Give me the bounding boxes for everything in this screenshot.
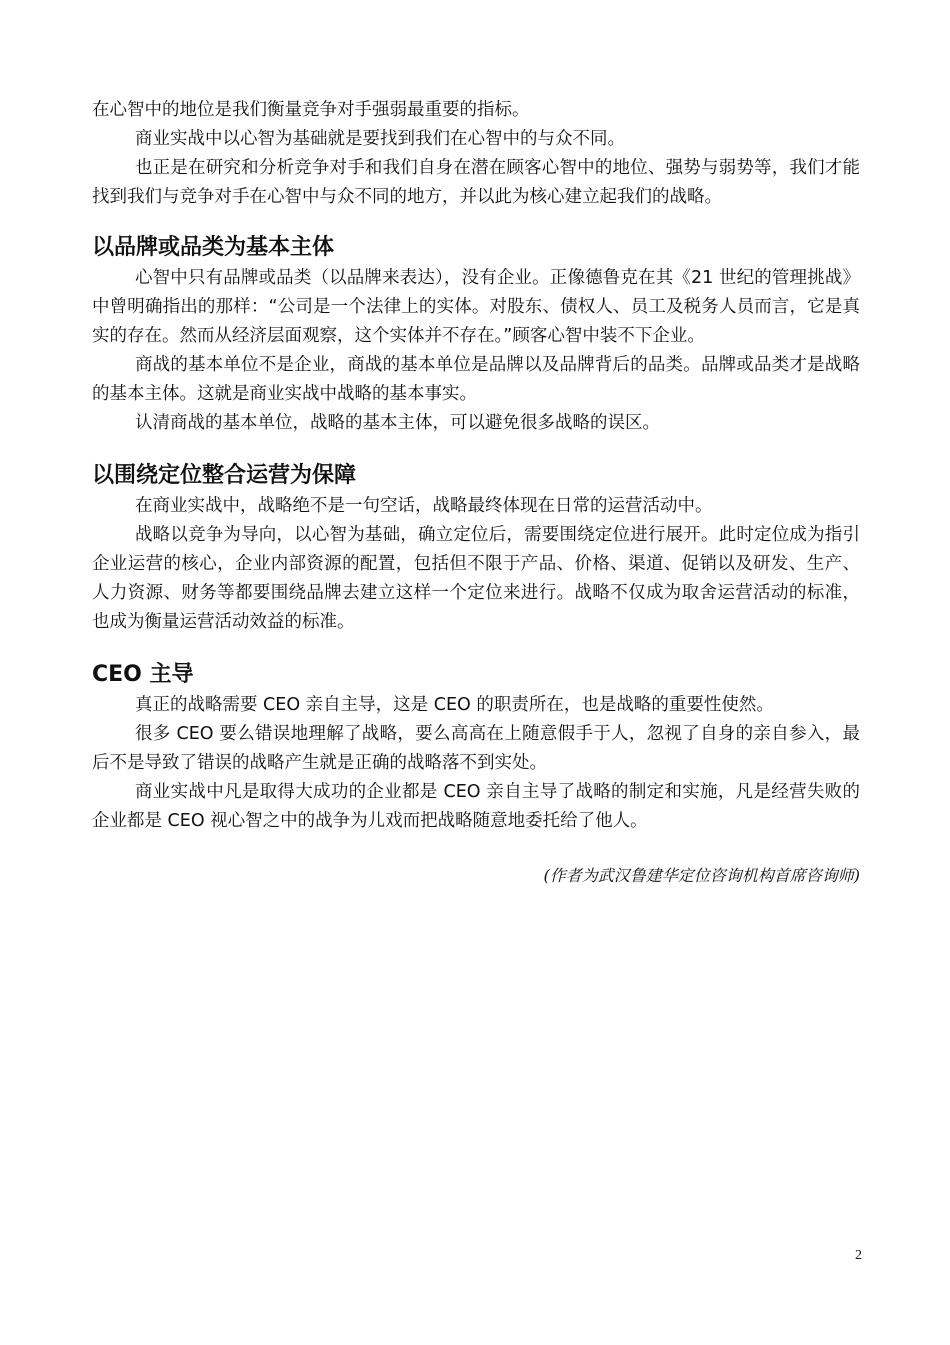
section3-paragraph-2: 很多 CEO 要么错误地理解了战略，要么高高在上随意假手于人，忽视了自身的亲自参入，最后不是导致了错误的战略产生就是正确的战略落不到实处。	[92, 724, 860, 773]
section1-paragraph-3: 认清商战的基本单位，战略的基本主体，可以避免很多战略的误区。	[135, 413, 660, 433]
page-number: 2	[855, 1248, 862, 1263]
document-body	[92, 96, 860, 888]
intro-paragraph-3: 也正是在研究和分析竞争对手和我们自身在潜在顾客心智中的地位、强势与弱势等，我们才能找到我们与竞争对手在心智中与众不同的地方，并以此为核心建立起我们的战略。	[92, 158, 860, 207]
section2-paragraph-2: 战略以竞争为导向，以心智为基础，确立定位后，需要围绕定位进行展开。此时定位成为指引企业运营的核心，企业内部资源的配置，包括但不限于产品、价格、渠道、促销以及研发、生产、人力资源、财务等都要围绕品牌去建立这样一个定位来进行。战略不仅成为取舍运营活动的标准，也成为衡量运营活动效益的标准。	[92, 525, 860, 632]
section1-paragraph-2: 商战的基本单位不是企业，商战的基本单位是品牌以及品牌背后的品类。品牌或品类才是战略的基本主体。这就是商业实战中战略的基本事实。	[92, 355, 860, 404]
section-heading-operations: 以围绕定位整合运营为保障	[92, 463, 357, 488]
section1-paragraph-1: 心智中只有品牌或品类（以品牌来表达），没有企业。正像德鲁克在其《21 世纪的管理挑战》中曾明确指出的那样：“公司是一个法律上的实体。对股东、债权人、员工及税务人员而言，它是真实的存在。然而从经济层面观察，这个实体并不存在。”顾客心智中装不下企业。	[92, 268, 860, 346]
section3-paragraph-3: 商业实战中凡是取得大成功的企业都是 CEO 亲自主导了战略的制定和实施，凡是经营失败的企业都是 CEO 视心智之中的战争为儿戏而把战略随意地委托给了他人。	[92, 782, 860, 831]
intro-paragraph-1: 在心智中的地位是我们衡量竞争对手强弱最重要的指标。	[92, 100, 530, 120]
section3-paragraph-1: 真正的战略需要 CEO 亲自主导，这是 CEO 的职责所在，也是战略的重要性使然。	[135, 695, 774, 715]
author-note: (作者为武汉鲁建华定位咨询机构首席咨询师)	[543, 866, 860, 885]
section-heading-ceo: CEO 主导	[92, 662, 194, 687]
section2-paragraph-1: 在商业实战中，战略绝不是一句空话，战略最终体现在日常的运营活动中。	[135, 496, 713, 516]
section-heading-brand-category: 以品牌或品类为基本主体	[92, 235, 335, 260]
intro-paragraph-2: 商业实战中以心智为基础就是要找到我们在心智中的与众不同。	[135, 129, 625, 149]
